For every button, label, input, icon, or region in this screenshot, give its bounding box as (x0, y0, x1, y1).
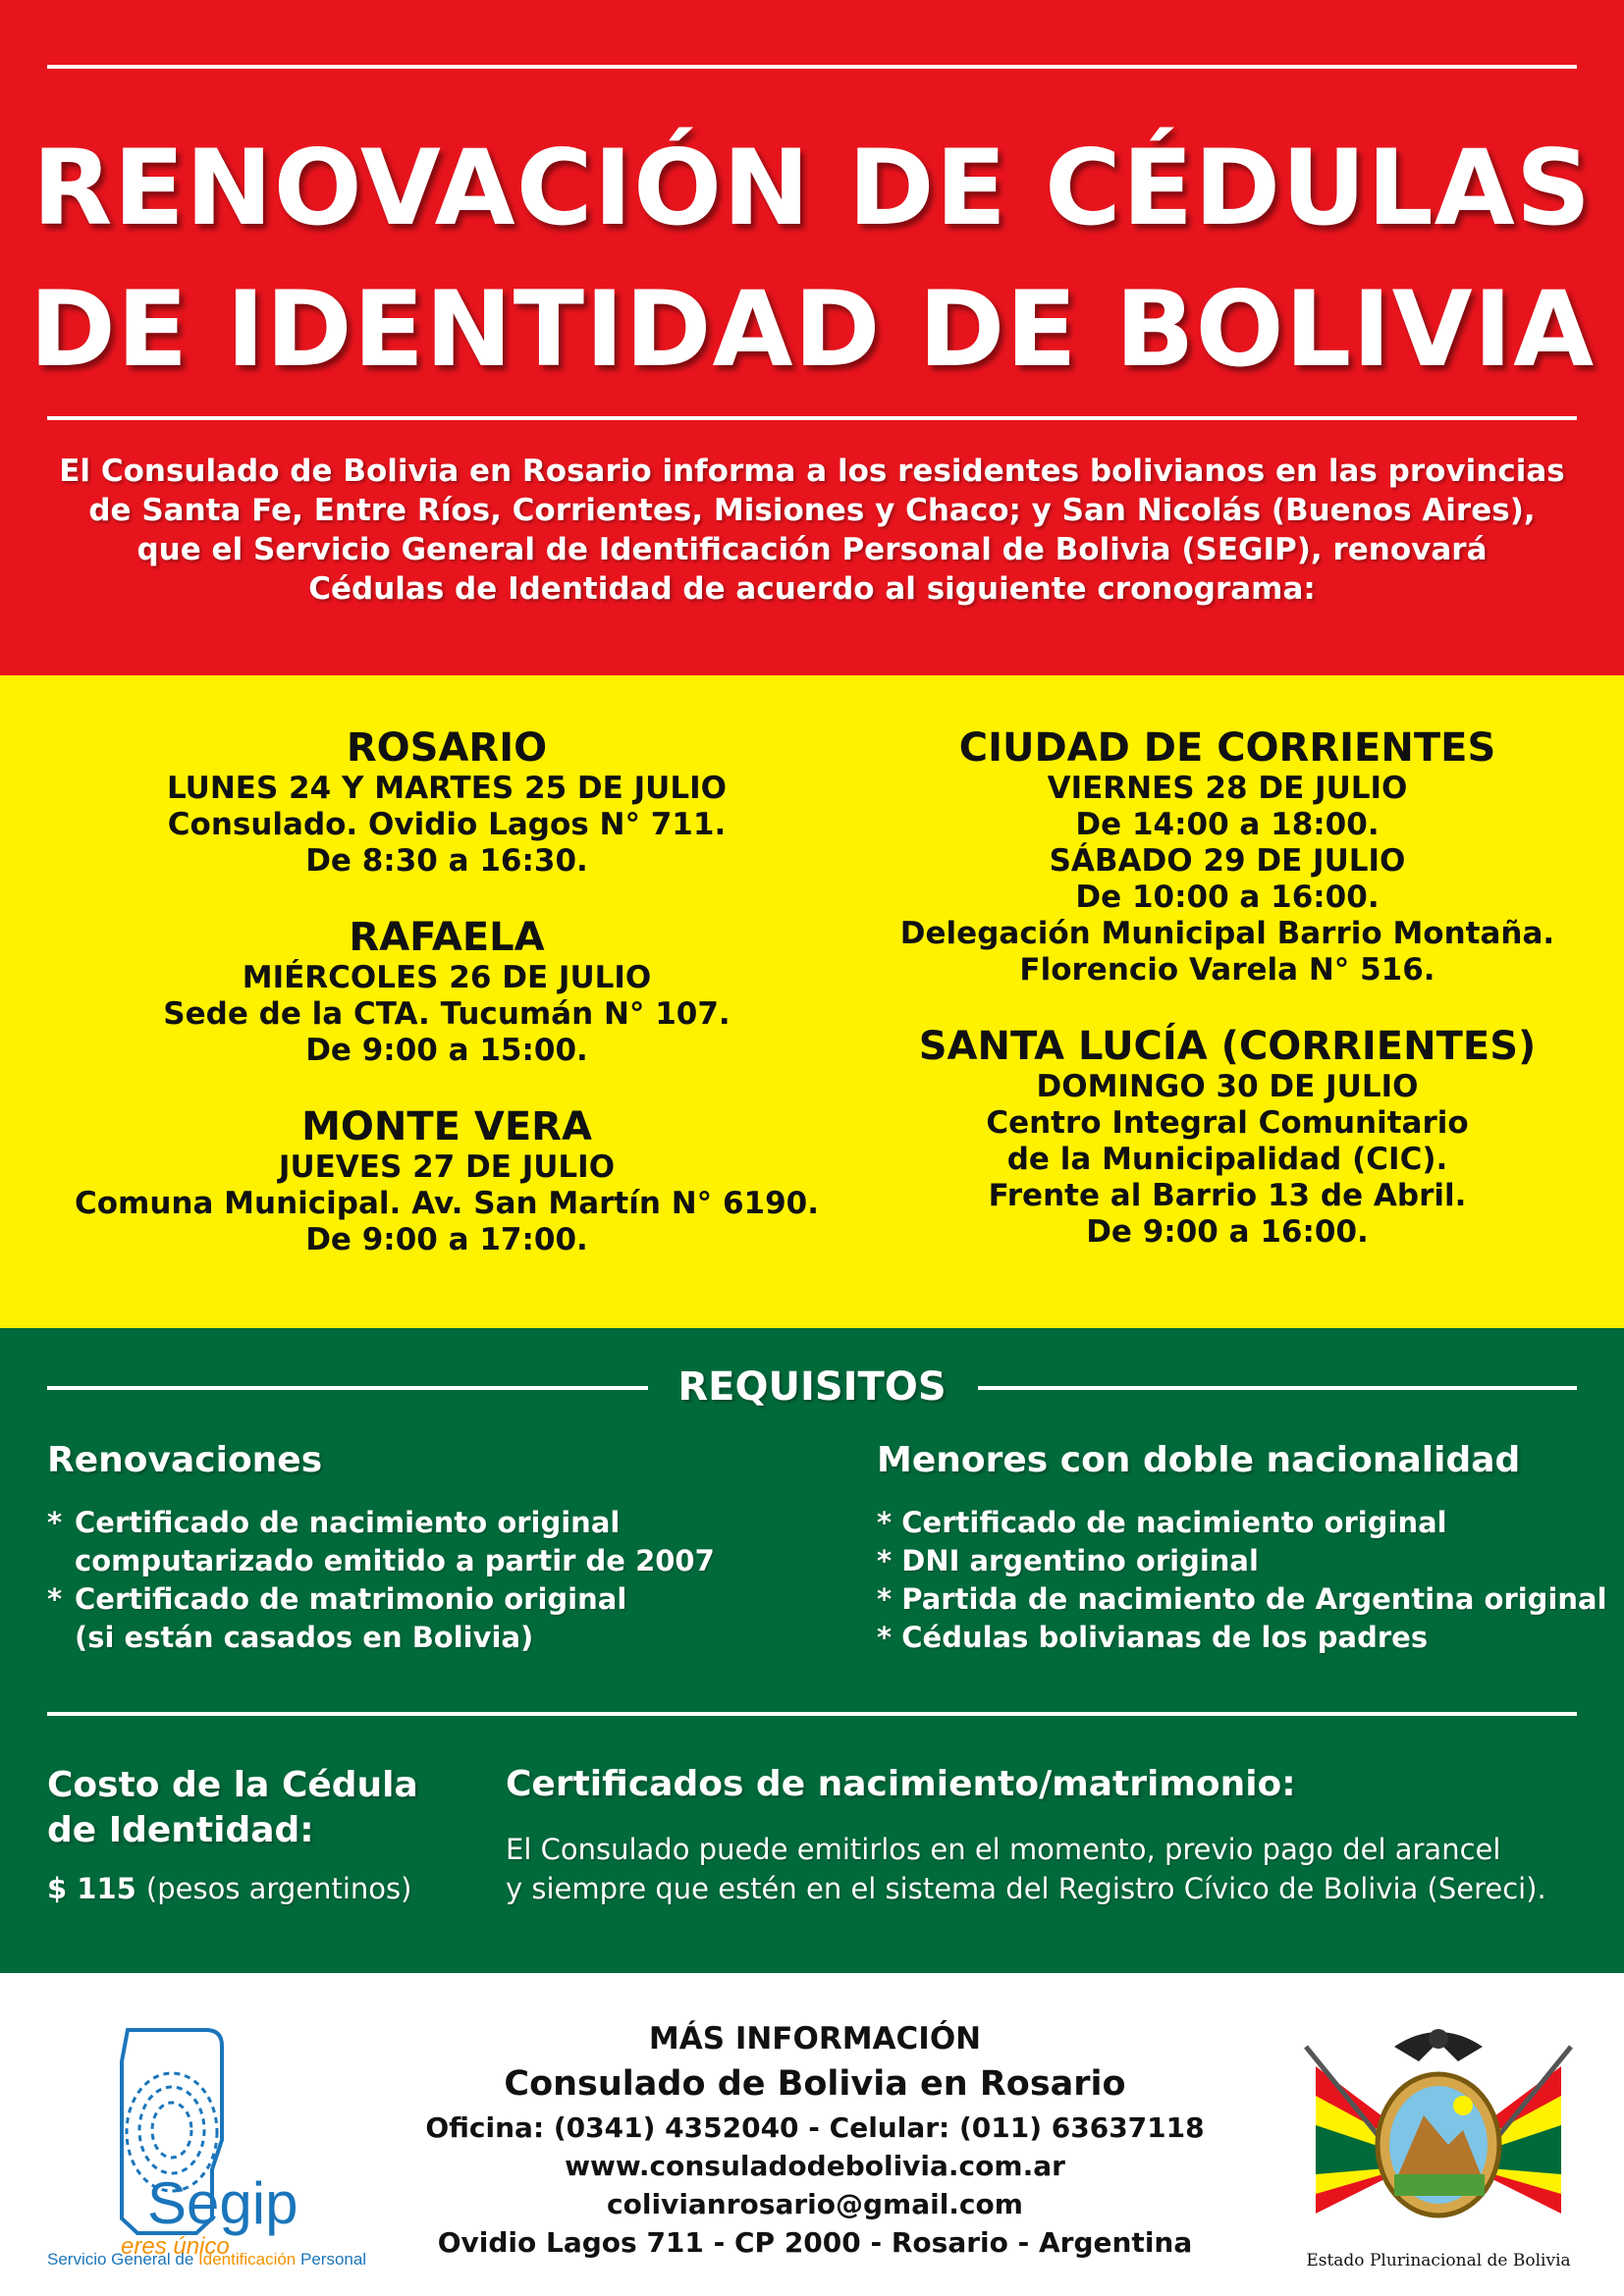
info-phones: Oficina: (0341) 4352040 - Celular: (011) 63637118 (425, 2111, 1205, 2144)
requisitos-title: REQUISITOS (677, 1364, 947, 1410)
schedule-entry-monte-vera (29, 1104, 864, 1258)
segip-logo (39, 2022, 412, 2268)
info-address: Ovidio Lagos 711 - CP 2000 - Rosario - Argentina (437, 2226, 1193, 2259)
schedule-line: de la Municipalidad (CIC). (1006, 1142, 1448, 1177)
costo-heading-line: Costo de la Cédula (47, 1765, 418, 1805)
list-item-text: Certificado de nacimiento original (75, 1506, 621, 1539)
bullet-star: * (47, 1506, 63, 1539)
schedule-line: JUEVES 27 DE JULIO (278, 1149, 616, 1185)
list-item-text: Certificado de matrimonio original (75, 1582, 627, 1616)
certificados-heading: Certificados de nacimiento/matrimonio: (506, 1764, 1296, 1804)
segip-wordmark: Segip (147, 2170, 298, 2236)
schedule-entry-corrientes (805, 725, 1624, 988)
coat-of-arms-icon (1276, 2007, 1600, 2243)
list-item: * DNI argentino original (877, 1544, 1259, 1577)
segip-caption-part: Personal (296, 2250, 367, 2269)
list-item (47, 1580, 715, 1657)
list-item: * Cédulas bolivianas de los padres (877, 1621, 1429, 1654)
bullet-star: * (47, 1582, 63, 1616)
schedule-line: Consulado. Ovidio Lagos N° 711. (167, 807, 727, 842)
costo-heading-line: de Identidad: (47, 1810, 314, 1850)
header-bottom-rule (47, 416, 1577, 420)
schedule-line: Delegación Municipal Barrio Montaña. (899, 916, 1555, 951)
intro-line: de Santa Fe, Entre Ríos, Corrientes, Misiones y Chaco; y San Nicolás (Buenos Aires), (88, 493, 1536, 528)
segip-fingerprint-icon (39, 2022, 412, 2268)
certificados-text (506, 1830, 1546, 1908)
list-item: * Partida de nacimiento de Argentina original (877, 1582, 1607, 1616)
intro-line: que el Servicio General de Identificación Personal de Bolivia (SEGIP), renovará (136, 532, 1488, 567)
title-line-2: DE IDENTIDAD DE BOLIVIA (28, 269, 1596, 390)
menores-list (877, 1504, 1607, 1657)
segip-caption (47, 2250, 366, 2269)
info-web-link[interactable]: www.consuladodebolivia.com.ar (565, 2150, 1065, 2182)
schedule-line: De 9:00 a 17:00. (305, 1222, 588, 1257)
schedule-line: De 8:30 a 16:30. (305, 843, 588, 879)
intro-line: El Consulado de Bolivia en Rosario informa a los residentes bolivianos en las provincias (59, 454, 1565, 489)
intro-paragraph (29, 452, 1595, 609)
city-name: CIUDAD DE CORRIENTES (958, 725, 1496, 771)
segip-caption-part: Identificación (198, 2250, 297, 2269)
title-line-1: RENOVACIÓN DE CÉDULAS (31, 128, 1593, 248)
schedule-line: VIERNES 28 DE JULIO (1047, 771, 1408, 806)
schedule-line: Sede de la CTA. Tucumán N° 107. (163, 996, 731, 1032)
info-email-link[interactable]: colivianrosario@gmail.com (607, 2188, 1023, 2220)
schedule-line: Frente al Barrio 13 de Abril. (988, 1178, 1467, 1213)
schedule-entry-rosario (29, 725, 864, 880)
coat-of-arms (1276, 2007, 1600, 2282)
schedule-line: De 10:00 a 16:00. (1075, 880, 1380, 915)
list-item (47, 1504, 715, 1580)
renovaciones-list (47, 1504, 715, 1657)
costo-heading (47, 1763, 418, 1853)
header-top-rule (47, 65, 1577, 69)
schedule-line: SÁBADO 29 DE JULIO (1049, 843, 1406, 879)
certificados-line: El Consulado puede emitirlos en el momento, previo pago del arancel (506, 1833, 1501, 1866)
contact-info (393, 2018, 1237, 2262)
schedule-line: Centro Integral Comunitario (986, 1105, 1469, 1141)
schedule-line: Florencio Varela N° 516. (1019, 952, 1435, 988)
menores-heading: Menores con doble nacionalidad (877, 1440, 1521, 1480)
renovaciones-heading: Renovaciones (47, 1440, 323, 1480)
schedule-line: LUNES 24 Y MARTES 25 DE JULIO (167, 771, 727, 806)
segip-caption-part: Servicio General de (47, 2250, 199, 2269)
list-item: * Certificado de nacimiento original (877, 1506, 1447, 1539)
city-name: RAFAELA (349, 915, 545, 960)
schedule-line: MIÉRCOLES 26 DE JULIO (242, 960, 652, 995)
certificados-line: y siempre que estén en el sistema del Registro Cívico de Bolivia (Sereci). (506, 1872, 1546, 1905)
estado-caption: Estado Plurinacional de Bolivia (1306, 2251, 1571, 2270)
requirements-divider (47, 1712, 1577, 1716)
city-name: MONTE VERA (301, 1104, 592, 1149)
costo-amount-line (47, 1869, 411, 1908)
intro-line: Cédulas de Identidad de acuerdo al siguiente cronograma: (308, 571, 1316, 607)
costo-amount: $ 115 (47, 1872, 136, 1905)
schedule-left-column (29, 725, 864, 1258)
list-item-text: (si están casados en Bolivia) (75, 1621, 534, 1654)
city-name: ROSARIO (346, 725, 548, 771)
list-item-text: computarizado emitido a partir de 2007 (75, 1544, 715, 1577)
info-title: MÁS INFORMACIÓN (648, 2021, 982, 2056)
schedule-right-column (805, 725, 1624, 1251)
info-name: Consulado de Bolivia en Rosario (504, 2064, 1126, 2104)
requisitos-rule-right (978, 1386, 1577, 1390)
city-name: SANTA LUCÍA (CORRIENTES) (918, 1024, 1537, 1069)
schedule-line: De 9:00 a 16:00. (1086, 1214, 1369, 1250)
schedule-line: Comuna Municipal. Av. San Martín N° 6190. (74, 1186, 820, 1221)
schedule-entry-santa-lucia (805, 1024, 1624, 1251)
schedule-line: DOMINGO 30 DE JULIO (1036, 1069, 1419, 1104)
segip-tagline: eres único (121, 2233, 230, 2260)
costo-note: (pesos argentinos) (145, 1872, 412, 1905)
schedule-line: De 9:00 a 15:00. (305, 1033, 588, 1068)
schedule-entry-rafaela (29, 915, 864, 1069)
schedule-line: De 14:00 a 18:00. (1075, 807, 1380, 842)
